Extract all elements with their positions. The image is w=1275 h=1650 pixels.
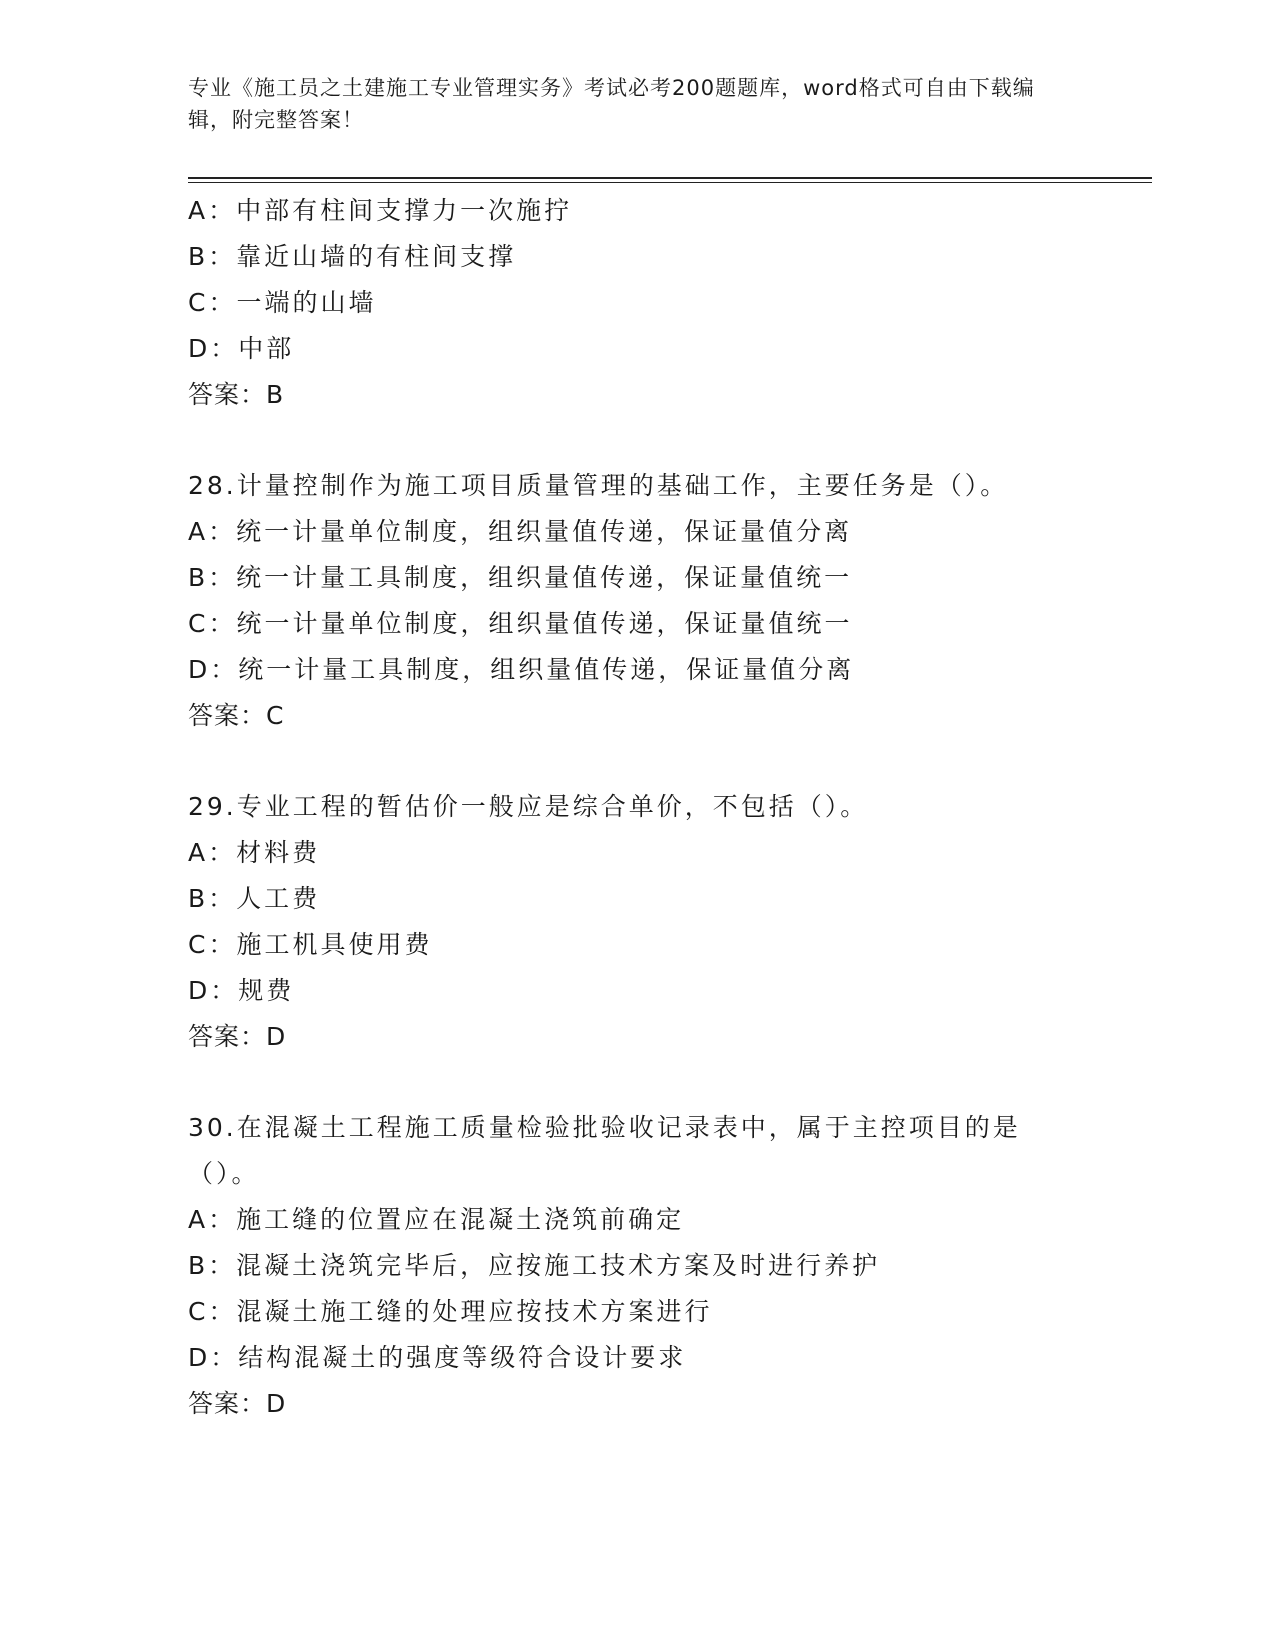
option-a: A：施工缝的位置应在混凝土浇筑前确定 <box>188 1205 685 1234</box>
header-divider-thin <box>188 182 1152 183</box>
answer-line: 答案：D <box>188 1389 287 1418</box>
question-block-30 <box>188 1105 1088 1427</box>
option-c: C：混凝土施工缝的处理应按技术方案进行 <box>188 1297 713 1326</box>
option-d: D：规费 <box>188 976 295 1005</box>
question-text: 29.专业工程的暂估价一般应是综合单价，不包括（）。 <box>188 792 869 821</box>
header-divider <box>188 177 1152 179</box>
option-a: A：中部有柱间支撑力一次施拧 <box>188 196 573 225</box>
question-block-27 <box>188 188 1088 418</box>
option-b: B：混凝土浇筑完毕后，应按施工技术方案及时进行养护 <box>188 1251 881 1280</box>
question-block-28 <box>188 463 1088 739</box>
question-text: 30.在混凝土工程施工质量检验批验收记录表中，属于主控项目的是（）。 <box>188 1113 1021 1188</box>
header-title: 专业《施工员之土建施工专业管理实务》考试必考200题题库，word格式可自由下载编辑，附完整答案！ <box>188 76 1035 132</box>
option-c: C：一端的山墙 <box>188 288 377 317</box>
option-b: B：统一计量工具制度，组织量值传递，保证量值统一 <box>188 563 853 592</box>
option-c: C：施工机具使用费 <box>188 930 433 959</box>
question-list <box>188 188 1088 1427</box>
option-b: B：人工费 <box>188 884 321 913</box>
answer-line: 答案：B <box>188 380 285 409</box>
document-header <box>188 72 1068 136</box>
question-block-29 <box>188 784 1088 1060</box>
question-text: 28.计量控制作为施工项目质量管理的基础工作，主要任务是（）。 <box>188 471 1009 500</box>
answer-line: 答案：C <box>188 701 285 730</box>
option-d: D：结构混凝土的强度等级符合设计要求 <box>188 1343 687 1372</box>
option-a: A：统一计量单位制度，组织量值传递，保证量值分离 <box>188 517 853 546</box>
answer-line: 答案：D <box>188 1022 287 1051</box>
option-d: D：统一计量工具制度，组织量值传递，保证量值分离 <box>188 655 855 684</box>
option-c: C：统一计量单位制度，组织量值传递，保证量值统一 <box>188 609 853 638</box>
option-a: A：材料费 <box>188 838 321 867</box>
option-d: D：中部 <box>188 334 295 363</box>
option-b: B：靠近山墙的有柱间支撑 <box>188 242 517 271</box>
